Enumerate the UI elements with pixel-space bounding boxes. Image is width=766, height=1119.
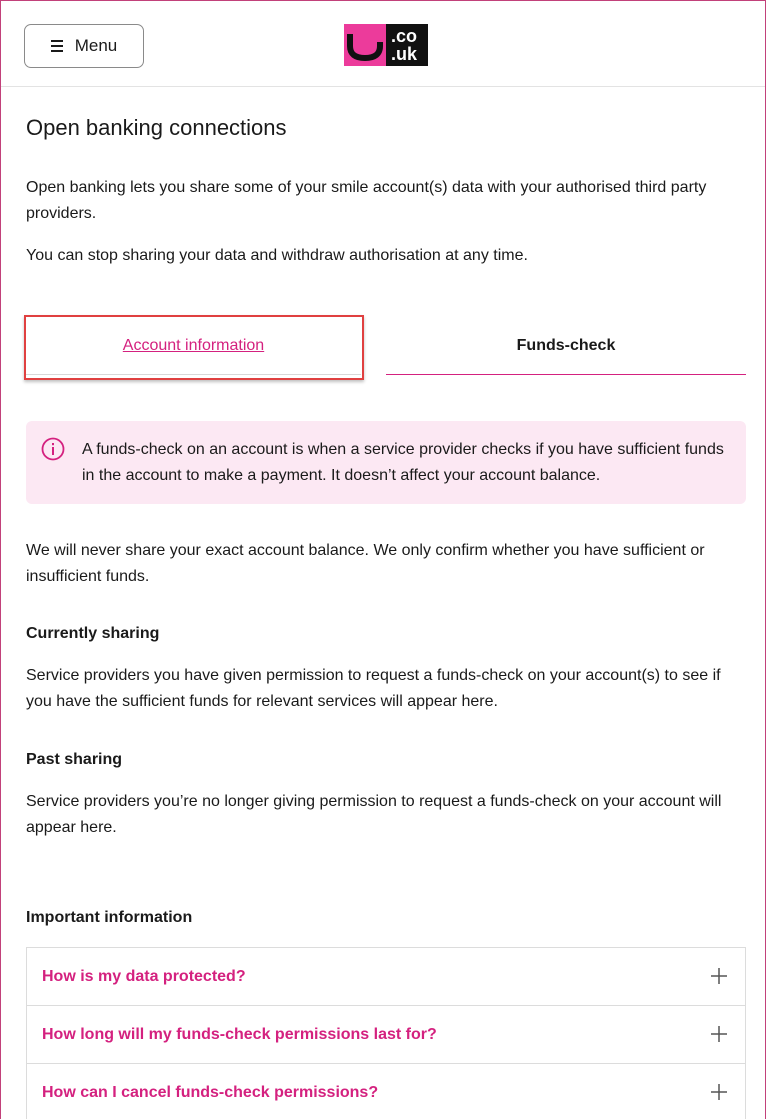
currently-sharing-heading: Currently sharing: [26, 625, 160, 642]
accordion-item-permissions-duration[interactable]: [27, 1006, 745, 1064]
important-information-heading: Important information: [26, 909, 193, 926]
accordion-question: How is my data protected?: [42, 967, 246, 985]
important-information-accordion: [26, 947, 746, 1119]
info-icon: [41, 437, 65, 466]
menu-button[interactable]: [24, 24, 144, 68]
plus-icon: [711, 1084, 727, 1105]
site-header: [1, 1, 765, 87]
accordion-question: How long will my funds-check permissions last for?: [42, 1025, 437, 1043]
tab-funds-check-label: Funds-check: [516, 336, 616, 354]
logo-line-2: .uk: [391, 44, 418, 64]
tab-account-information-label: Account information: [122, 336, 265, 354]
intro-text-1: Open banking lets you share some of your smile account(s) data with your authorised third party providers.: [26, 179, 707, 222]
funds-check-info-box: [26, 421, 746, 504]
hamburger-icon: [51, 40, 63, 52]
menu-button-label: Menu: [74, 36, 118, 55]
accordion-item-cancel-permissions[interactable]: [27, 1064, 745, 1119]
smile-logo-icon: [344, 24, 386, 66]
never-share-text: We will never share your exact account balance. We only confirm whether you have sufficient or insufficient funds.: [26, 542, 705, 585]
info-box-text: A funds-check on an account is when a service provider checks if you have sufficient funds in the account to make a payment. It doesn’t affect your account balance.: [82, 441, 724, 484]
tab-funds-check[interactable]: [386, 317, 746, 375]
accordion-item-data-protected[interactable]: [27, 948, 745, 1006]
page-title: Open banking connections: [26, 115, 287, 140]
smile-logo-text: [386, 24, 428, 66]
past-sharing-heading: Past sharing: [26, 751, 123, 768]
smile-logo[interactable]: [344, 24, 428, 66]
logo-line-1: .co: [391, 26, 418, 46]
plus-icon: [711, 968, 727, 989]
tab-bar: [26, 317, 746, 377]
plus-icon: [711, 1026, 727, 1047]
intro-text-2: You can stop sharing your data and withdraw authorisation at any time.: [26, 247, 528, 264]
accordion-question: How can I cancel funds-check permissions?: [42, 1083, 379, 1101]
currently-sharing-text: Service providers you have given permission to request a funds-check on your account(s) to see if you have the sufficient funds for relevant services will appear here.: [26, 667, 721, 710]
past-sharing-text: Service providers you’re no longer giving permission to request a funds-check on your account will appear here.: [26, 793, 722, 836]
tab-account-information[interactable]: [26, 317, 361, 375]
